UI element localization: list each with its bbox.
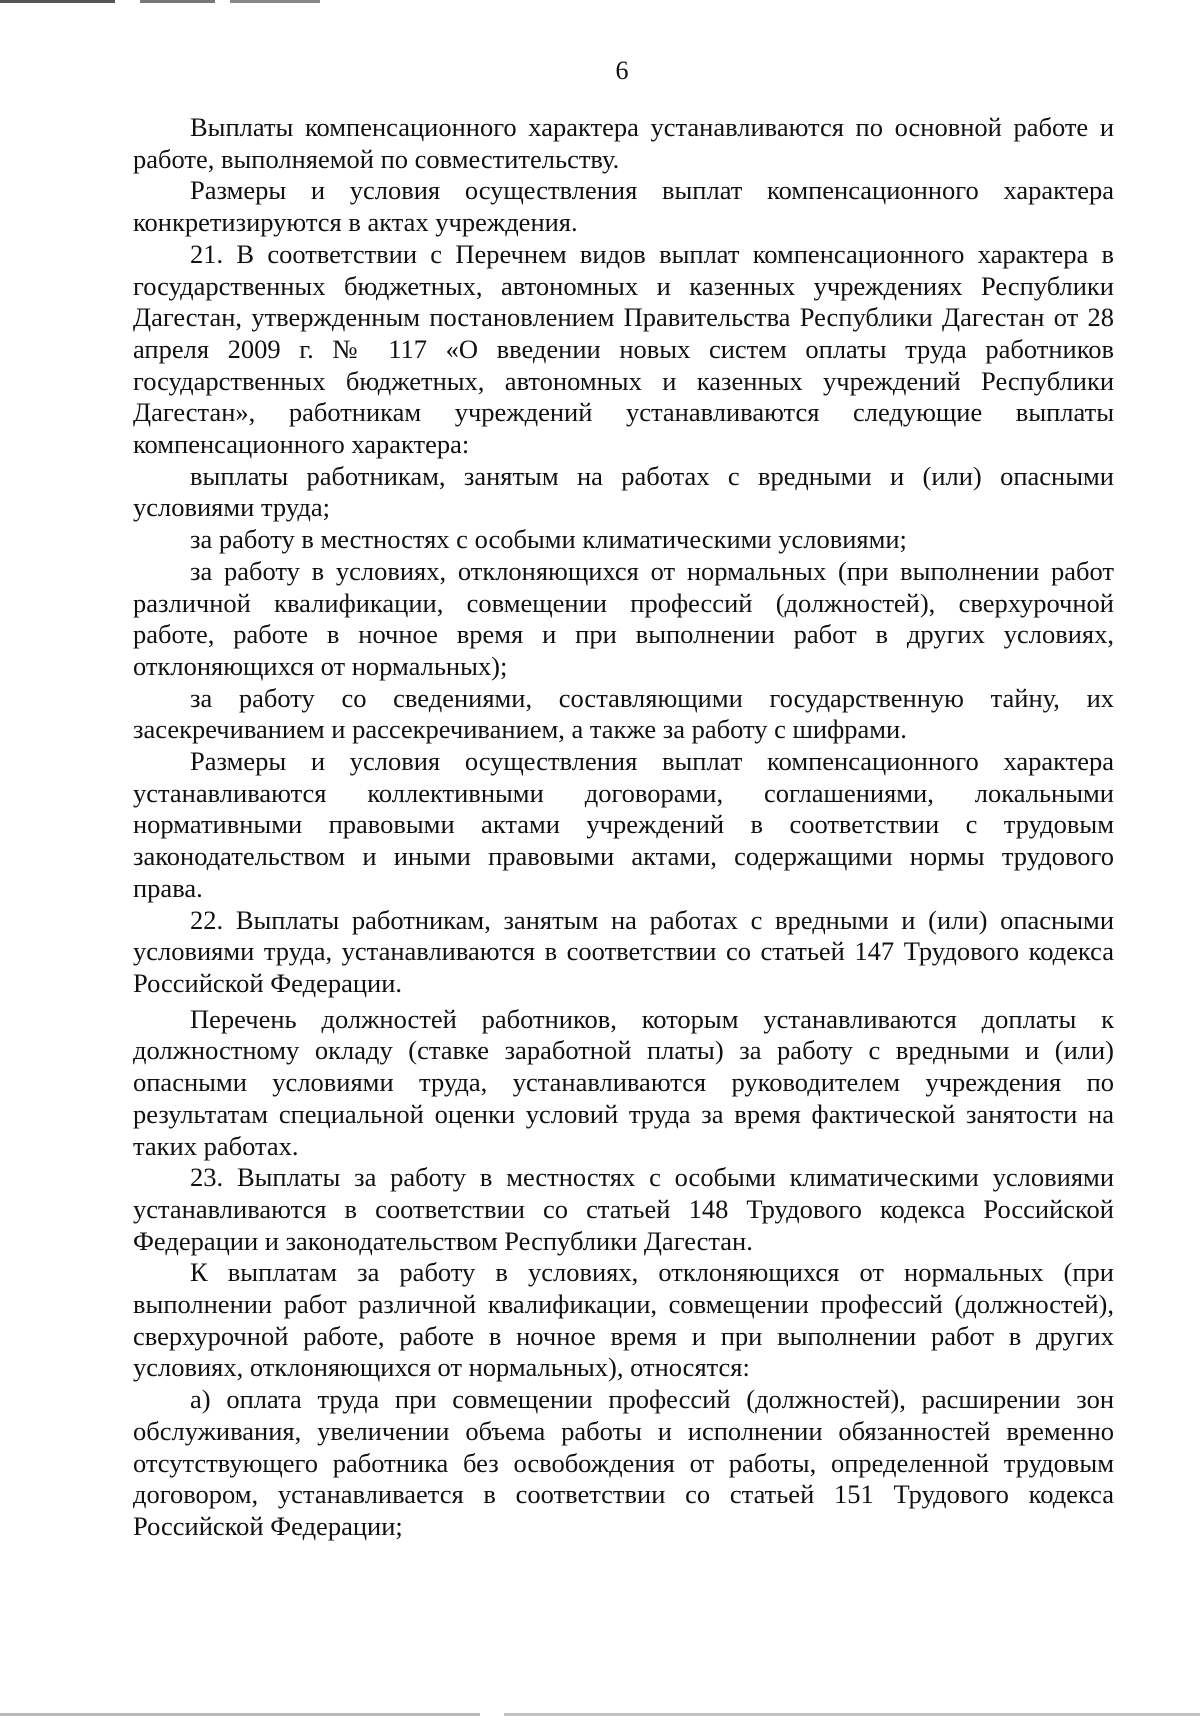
paragraph: за работу в местностях с особыми климатическими условиями; xyxy=(190,524,907,555)
document-body xyxy=(133,112,1114,1543)
paragraph: 22. Выплаты работникам, занятым на работах с вредными и (или) опасными условиями труда, устанавливаются в соответствии со статьей 147 Трудового кодекса Российской Федерации. xyxy=(133,904,1114,998)
paragraph: за работу со сведениями, составляющими государственную тайну, их засекречиванием и рассекречиванием, а также за работу с шифрами. xyxy=(133,682,1114,745)
paragraph: за работу в условиях, отклоняющихся от нормальных (при выполнении работ различной квалификации, совмещении профессий (должностей), сверхурочной работе, работе в ночное время и при выполнении работ в других условиях, отклоняющихся от нормальных); xyxy=(133,555,1114,681)
paragraph: Размеры и условия осуществления выплат компенсационного характера конкретизируются в актах учреждения. xyxy=(133,175,1114,238)
paragraph: выплаты работникам, занятым на работах с вредными и (или) опасными условиями труда; xyxy=(133,460,1114,523)
paragraph: Выплаты компенсационного характера устанавливаются по основной работе и работе, выполняемой по совместительству. xyxy=(133,112,1114,174)
paragraph: К выплатам за работу в условиях, отклоняющихся от нормальных (при выполнении работ различной квалификации, совмещении профессий (должностей), сверхурочной работе, работе в ночное время и при выполнении работ в других условиях, отклоняющихся от нормальных), относятся: xyxy=(133,1257,1114,1383)
paragraph: Размеры и условия осуществления выплат компенсационного характера устанавливаются коллективными договорами, соглашениями, локальными нормативными правовыми актами учреждений в соответствии с трудовым законодательством и иными правовыми актами, содержащими нормы трудового права. xyxy=(133,746,1114,903)
paragraph: 21. В соответствии с Перечнем видов выплат компенсационного характера в государственных бюджетных, автономных и казенных учреждениях Республики Дагестан, утвержденным постановлением Правительства Республики Дагестан от 28 апреля 2009 г. № 117 «О введении новых систем оплаты труда работников государственных бюджетных, автономных и казенных учреждений Республики Дагестан», работникам учреждений устанавливаются следующие выплаты компенсационного характера: xyxy=(133,238,1114,460)
paragraph: Перечень должностей работников, которым устанавливаются доплаты к должностному окладу (ставке заработной платы) за работу с вредными и (или) опасными условиями труда, устанавливаются руководителем учреждения по результатам специальной оценки условий труда за время фактической занятости на таких работах. xyxy=(133,1003,1114,1161)
paragraph: а) оплата труда при совмещении профессий (должностей), расширении зон обслуживания, увеличении объема работы и исполнении обязанностей временно отсутствующего работника без освобождения от работы, определенной трудовым договором, устанавливается в соответствии со статьей 151 Трудового кодекса Российской Федерации; xyxy=(133,1384,1114,1541)
scan-edge-top xyxy=(0,0,320,3)
paragraph: 23. Выплаты за работу в местностях с особыми климатическими условиями устанавливаются в соответствии со статьей 148 Трудового кодекса Российской Федерации и законодательством Республики Дагестан. xyxy=(133,1162,1114,1256)
page-number: 6 xyxy=(615,56,629,85)
